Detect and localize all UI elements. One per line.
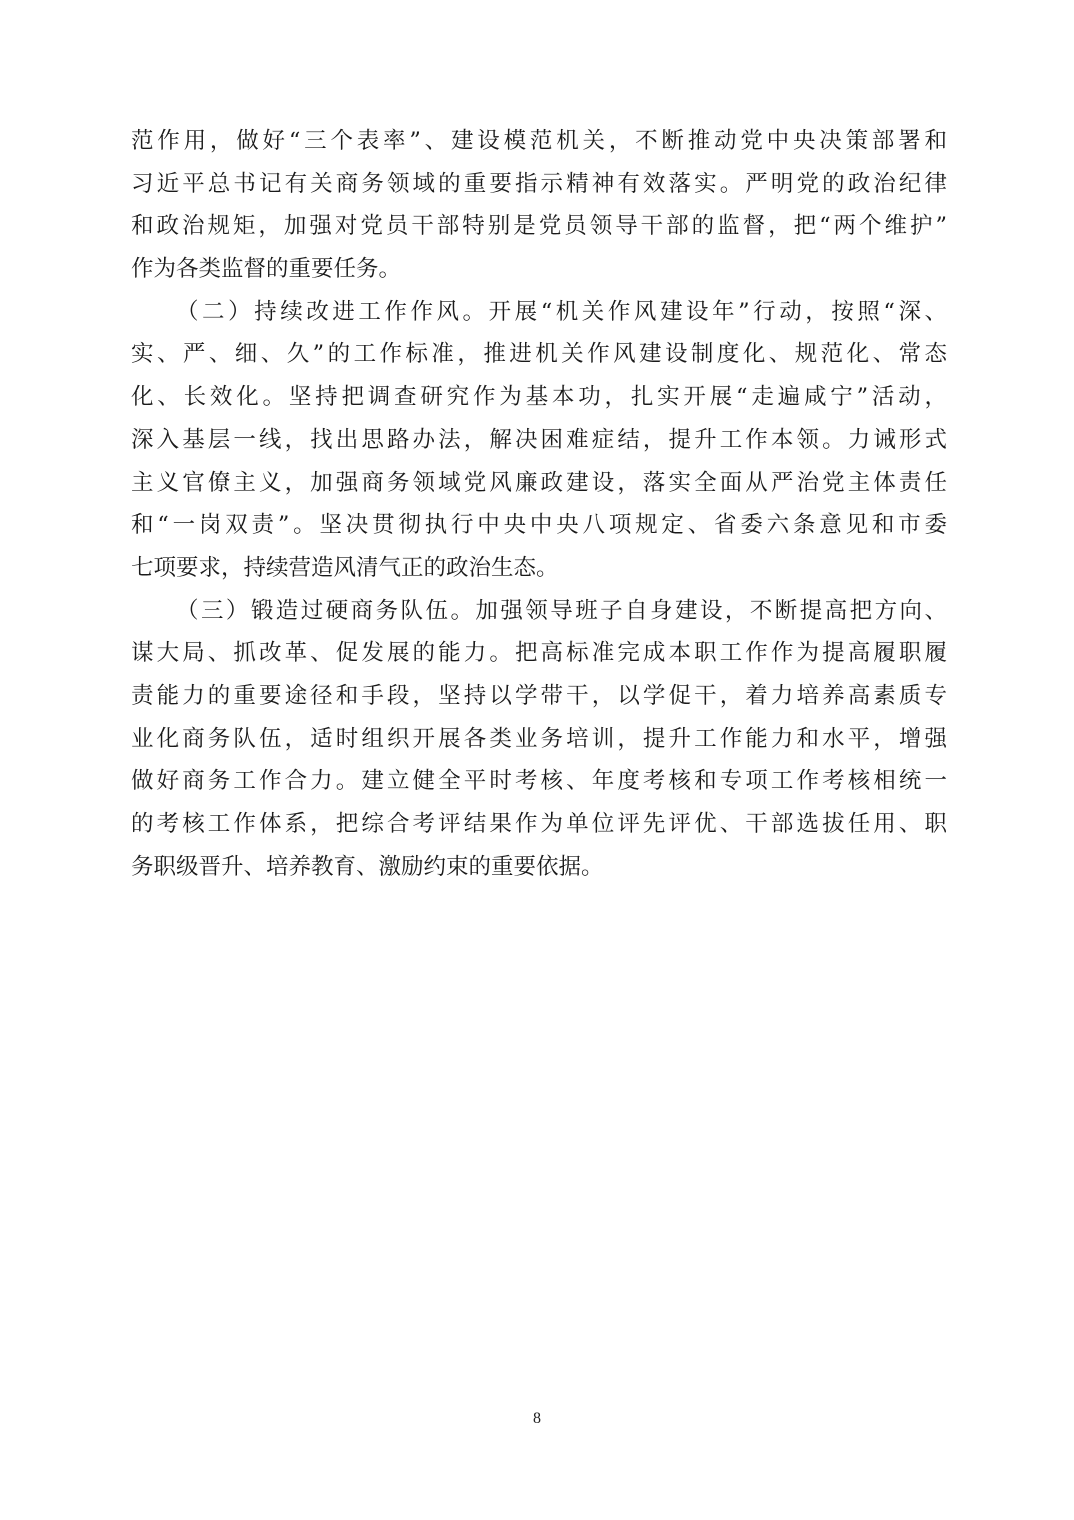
text-line: 和政治规矩，加强对党员干部特别是党员领导干部的监督，把“两个维护” bbox=[131, 213, 947, 240]
paragraph-commerce-team bbox=[131, 590, 947, 889]
text-line: 业化商务队伍，适时组织开展各类业务培训，提升工作能力和水平，增强 bbox=[131, 725, 947, 752]
text-line: 化、长效化。坚持把调查研究作为基本功，扎实开展“走遍咸宁”活动， bbox=[131, 384, 947, 411]
text-line: 的考核工作体系，把综合考评结果作为单位评先评优、干部选拔任用、职 bbox=[131, 811, 947, 837]
text-line: 实、严、细、久”的工作标准，推进机关作风建设制度化、规范化、常态 bbox=[131, 341, 947, 368]
text-line: 和“一岗双责”。坚决贯彻执行中央中央八项规定、省委六条意见和市委 bbox=[131, 512, 947, 539]
text-line: 务职级晋升、培养教育、激励约束的重要依据。 bbox=[131, 853, 604, 880]
text-line: 责能力的重要途径和手段，坚持以学带干，以学促干，着力培养高素质专 bbox=[131, 682, 947, 709]
text-line: 谋大局、抓改革、促发展的能力。把高标准完成本职工作作为提高履职履 bbox=[131, 640, 947, 667]
text-line: 做好商务工作合力。建立健全平时考核、年度考核和专项工作考核相统一 bbox=[131, 768, 947, 795]
paragraph-continuation bbox=[131, 120, 947, 291]
text-line: 深入基层一线，找出思路办法，解决困难症结，提升工作本领。力诫形式 bbox=[131, 426, 947, 453]
text-line: 七项要求，持续营造风清气正的政治生态。 bbox=[131, 554, 559, 581]
text-line: 习近平总书记有关商务领域的重要指示精神有效落实。严明党的政治纪律 bbox=[131, 170, 947, 197]
text-line: （三）锻造过硬商务队伍。加强领导班子自身建设，不断提高把方向、 bbox=[176, 597, 947, 624]
paragraph-work-style bbox=[131, 291, 947, 590]
text-line: 作为各类监督的重要任务。 bbox=[131, 256, 402, 283]
text-line: 主义官僚主义，加强商务领域党风廉政建设，落实全面从严治党主体责任 bbox=[131, 469, 947, 496]
page-number: 8 bbox=[533, 1410, 541, 1427]
text-line: （二）持续改进工作作风。开展“机关作风建设年”行动，按照“深、 bbox=[176, 298, 947, 325]
text-line: 范作用，做好“三个表率”、建设模范机关，不断推动党中央决策部署和 bbox=[131, 128, 947, 154]
document-body bbox=[131, 120, 947, 888]
